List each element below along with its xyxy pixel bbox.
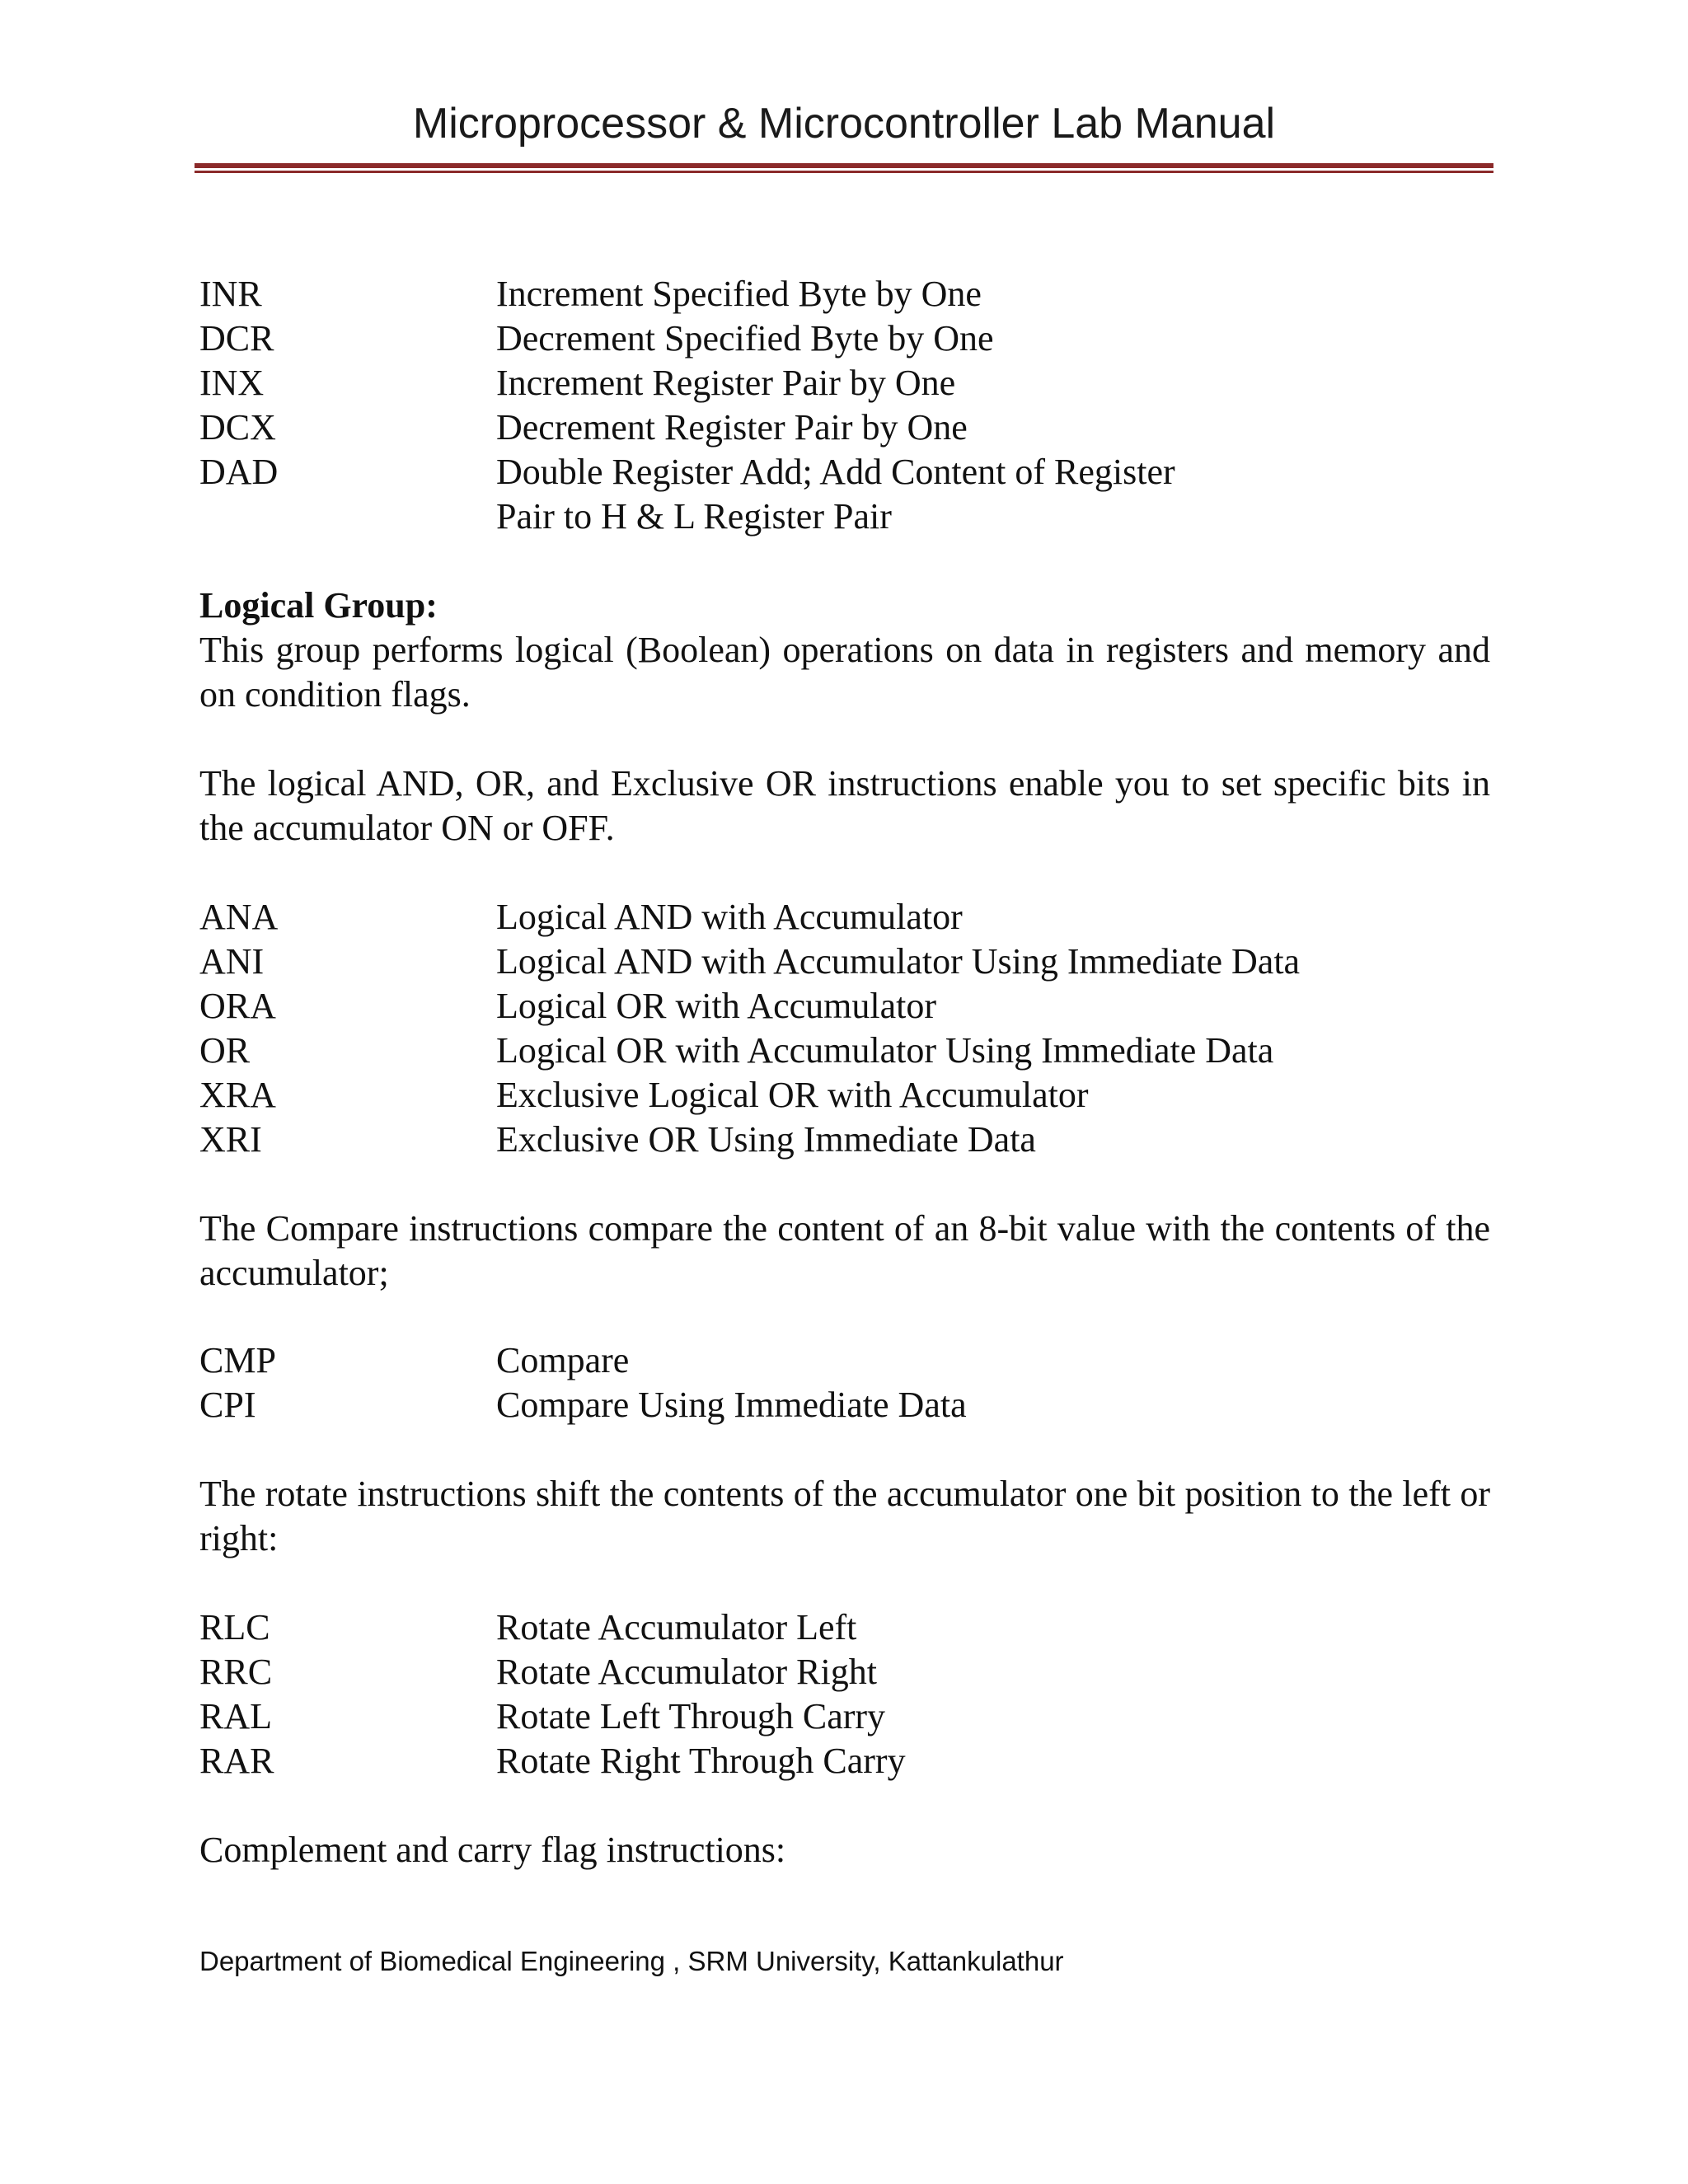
instruction-mnemonic: CMP [199, 1340, 276, 1380]
logical-and-or-paragraph: The logical AND, OR, and Exclusive OR instructions enable you to set specific bits in the accumulator ON or OFF. [199, 763, 1490, 848]
instruction-mnemonic: ANI [199, 941, 265, 982]
instruction-row [199, 984, 1490, 1029]
section-heading-logical-group: Logical Group: [199, 585, 438, 626]
instruction-row [199, 1073, 1490, 1118]
instruction-description: Increment Register Pair by One [496, 363, 956, 403]
rotate-paragraph: The rotate instructions shift the contents of the accumulator one bit position to the left or right: [199, 1474, 1490, 1558]
instruction-description: Rotate Left Through Carry [496, 1696, 886, 1736]
instruction-description: Decrement Register Pair by One [496, 407, 968, 448]
instruction-row [199, 1383, 1490, 1427]
instruction-description: Pair to H & L Register Pair [496, 496, 892, 537]
complement-paragraph: Complement and carry flag instructions: [199, 1830, 786, 1870]
instruction-mnemonic: DAD [199, 452, 279, 492]
instruction-mnemonic: XRI [199, 1119, 262, 1160]
instruction-description: Rotate Right Through Carry [496, 1741, 906, 1781]
instruction-description: Exclusive Logical OR with Accumulator [496, 1075, 1089, 1115]
instruction-row [199, 895, 1490, 940]
instruction-description: Logical OR with Accumulator Using Immediate Data [496, 1030, 1274, 1071]
instruction-description: Rotate Accumulator Left [496, 1607, 857, 1647]
instruction-row [199, 361, 1490, 405]
instruction-description: Logical OR with Accumulator [496, 986, 936, 1026]
logical-group-intro: This group performs logical (Boolean) operations on data in registers and memory and on condition flags. [199, 630, 1490, 715]
instruction-row [199, 405, 1490, 450]
instruction-description: Compare [496, 1340, 630, 1380]
instruction-description: Decrement Specified Byte by One [496, 318, 994, 359]
instruction-description: Logical AND with Accumulator [496, 897, 963, 937]
compare-paragraph: The Compare instructions compare the content of an 8-bit value with the contents of the accumulator; [199, 1208, 1490, 1293]
instruction-mnemonic: INR [199, 274, 262, 314]
instruction-mnemonic: RAL [199, 1696, 272, 1736]
instruction-row [199, 1605, 1490, 1650]
instruction-mnemonic: OR [199, 1030, 251, 1071]
instruction-mnemonic: ANA [199, 897, 279, 937]
instruction-description: Compare Using Immediate Data [496, 1385, 967, 1425]
instruction-row [199, 272, 1490, 316]
instruction-row [199, 1029, 1490, 1073]
instruction-row [199, 1118, 1490, 1162]
instruction-mnemonic: DCX [199, 407, 276, 448]
instruction-row [199, 316, 1490, 361]
header-rule-thick [195, 163, 1493, 168]
instruction-row [199, 494, 1490, 539]
instruction-description: Exclusive OR Using Immediate Data [496, 1119, 1036, 1160]
page-header-title: Microprocessor & Microcontroller Lab Manual [412, 100, 1276, 148]
instruction-description: Double Register Add; Add Content of Register [496, 452, 1175, 492]
instruction-row [199, 1338, 1490, 1383]
instruction-description: Increment Specified Byte by One [496, 274, 982, 314]
instruction-mnemonic: ORA [199, 986, 276, 1026]
instruction-mnemonic: XRA [199, 1075, 276, 1115]
instruction-mnemonic: CPI [199, 1385, 256, 1425]
instruction-mnemonic: INX [199, 363, 265, 403]
instruction-description: Logical AND with Accumulator Using Immediate Data [496, 941, 1301, 982]
instruction-row [199, 1739, 1490, 1783]
page-footer: Department of Biomedical Engineering , SRM University, Kattankulathur [199, 1946, 1064, 1976]
instruction-row [199, 450, 1490, 494]
instruction-mnemonic: RLC [199, 1607, 270, 1647]
instruction-mnemonic: DCR [199, 318, 274, 359]
instruction-description: Rotate Accumulator Right [496, 1652, 877, 1692]
header-rule-thin [195, 171, 1493, 173]
instruction-mnemonic: RAR [199, 1741, 274, 1781]
instruction-mnemonic: RRC [199, 1652, 273, 1692]
instruction-row [199, 940, 1490, 984]
instruction-row [199, 1650, 1490, 1694]
instruction-row [199, 1694, 1490, 1739]
